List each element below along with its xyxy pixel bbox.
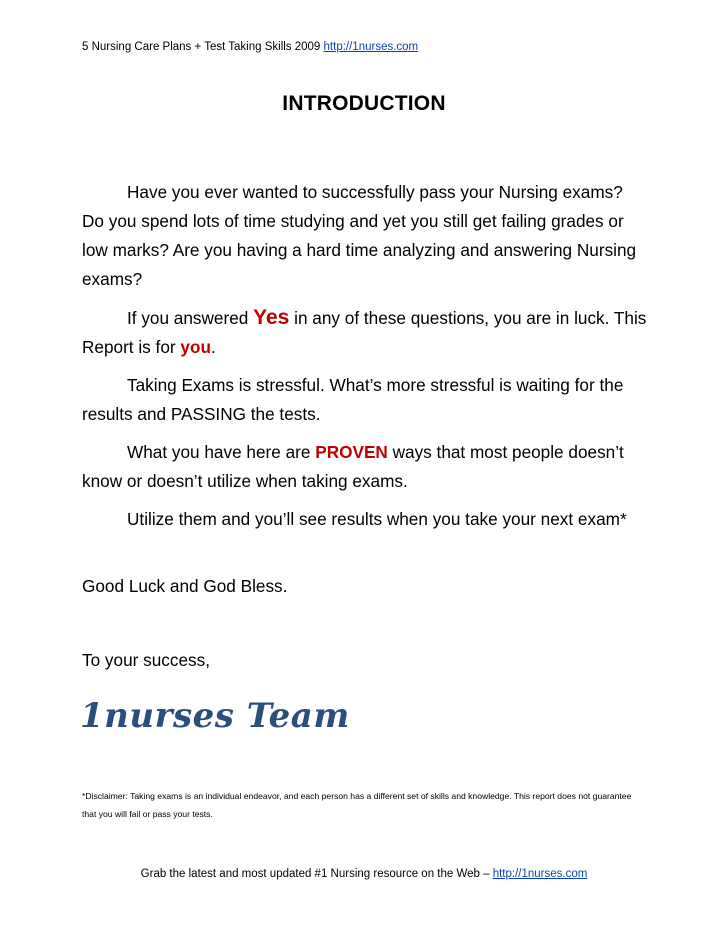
paragraph-2-period: . [210,337,216,357]
paragraph-2 [82,303,648,362]
intro-body [82,178,648,543]
signature: 1nurses Team [80,696,350,736]
page-title: INTRODUCTION [282,92,446,115]
closing-success: To your success, [82,650,210,670]
header-link[interactable]: http://1nurses.com [323,41,419,53]
paragraph-2-text-b: in any of these questions, you are in luck. This Report is for [82,308,647,357]
page-footer [0,868,728,880]
header-text: 5 Nursing Care Plans + Test Taking Skills 2009 [82,41,321,53]
paragraph-4 [82,438,648,496]
paragraph-4-text-a: What you have here are [127,442,311,462]
paragraph-3 [82,371,648,429]
disclaimer: *Disclaimer: Taking exams is an individual endeavor, and each person has a different set of skills and knowledge. This report does not guarantee that you will fail or pass your tests. [82,791,632,819]
footer-text: Grab the latest and most updated #1 Nursing resource on the Web – [140,868,490,880]
paragraph-1 [82,178,648,294]
proven-emphasis: PROVEN [315,442,388,462]
paragraph-5-text: Utilize them and you’ll see results when you take your next exam* [127,509,627,529]
paragraph-3-text: Taking Exams is stressful. What’s more stressful is waiting for the results and PASSING the tests. [82,375,624,424]
you-emphasis: you [180,337,211,357]
paragraph-5 [82,505,648,534]
paragraph-4-text-b: ways that most people doesn’t know or doesn’t utilize when taking exams. [82,442,624,491]
footer-link[interactable]: http://1nurses.com [492,868,588,880]
page-header [82,41,418,53]
yes-emphasis: Yes [253,306,290,329]
paragraph-1-text: Have you ever wanted to successfully pass your Nursing exams? Do you spend lots of time studying and yet you still get failing grades or low marks? Are you having a hard time analyzing and answering Nursing exams? [82,182,637,289]
paragraph-2-text-a: If you answered [127,308,249,328]
closing-good-luck: Good Luck and God Bless. [82,576,288,596]
